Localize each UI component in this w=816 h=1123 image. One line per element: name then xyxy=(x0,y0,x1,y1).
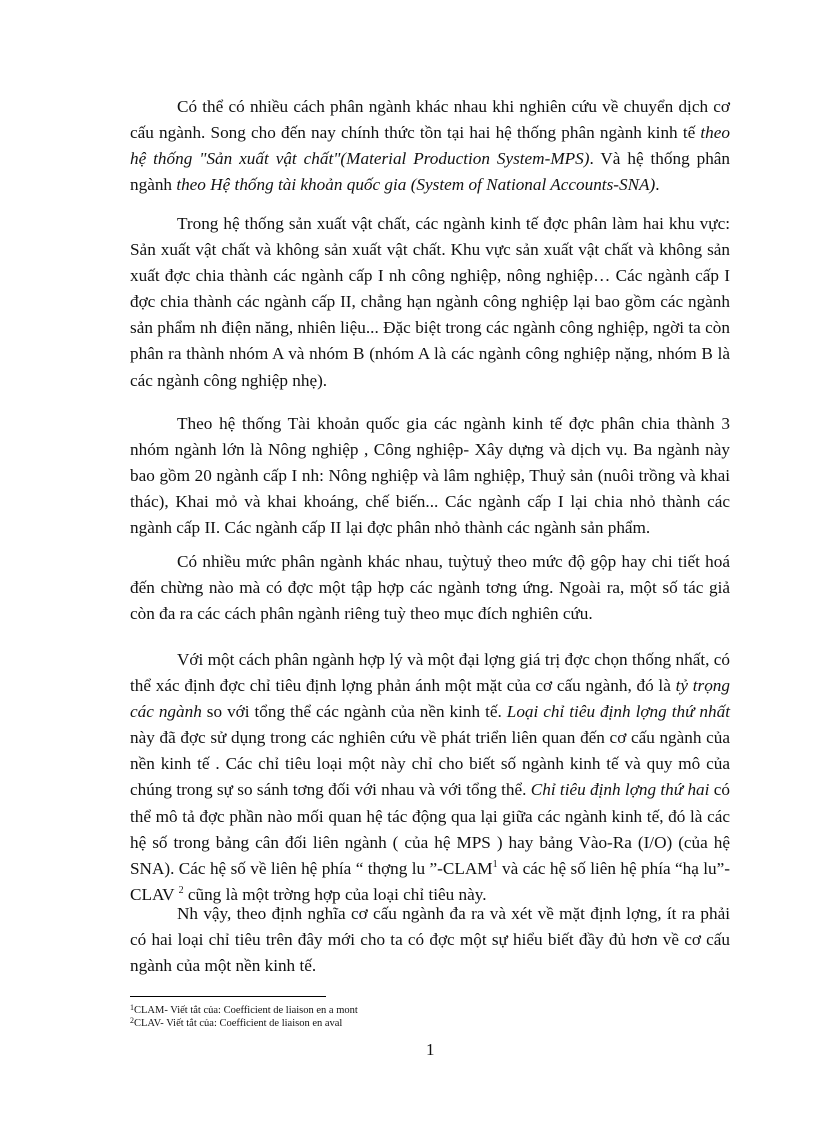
paragraph-5 xyxy=(130,647,730,908)
text-run: có thể mô tả đợc phần nào mối quan hệ tác động qua lại giữa các ngành kinh tế, đó là các hệ số trong bảng cân đối liên ngành ( của hệ MPS ) hay bảng Vào-Ra (I/O) (của hệ SNA). Các hệ số về liên hệ phía “ thợng lu ”-CLAM xyxy=(130,780,730,878)
footnote-1-number: 1 xyxy=(130,1003,134,1012)
text-run: và các hệ số liên hệ phía “hạ lu”-CLAV xyxy=(130,858,730,904)
footnote-2-text: CLAV- Viết tắt của: Coefficient de liaison en aval xyxy=(134,1018,343,1029)
footnote-ref: 1 xyxy=(492,858,498,870)
text-run: . xyxy=(655,175,660,195)
footnote-1-text: CLAM- Viết tắt của: Coefficient de liaison en a mont xyxy=(134,1005,358,1016)
text-run: Với một cách phân ngành hợp lý và một đại lợng giá trị đợc chọn thống nhất, có thể xác định đợc chỉ tiêu định lợng phản ánh một mặt của cơ cấu ngành, đó là xyxy=(130,650,730,696)
footnote-ref: 2 xyxy=(178,884,184,896)
paragraph-1 xyxy=(130,94,730,198)
text-run: Có nhiều mức phân ngành khác nhau, tuỳtuỷ theo mức độ gộp hay chi tiết hoá đến chừng nào mà có đợc một tập hợp các ngành tơng ứng. Ngoài ra, một số tác giả còn đa ra các cách phân ngành riêng tuỳ theo mục đích nghiên cứu. xyxy=(130,552,730,624)
text-run: Có thể có nhiều cách phân ngành khác nhau khi nghiên cứu về chuyển dịch cơ cấu ngành. Song cho đến nay chính thức tồn tại hai hệ thống phân ngành kinh tế xyxy=(130,97,730,143)
footnote-2 xyxy=(130,1018,730,1030)
footnote-1 xyxy=(130,1005,730,1017)
italic-text-run: theo Hệ thống tài khoản quốc gia (System of National Accounts-SNA) xyxy=(176,175,656,195)
text-run: này đã đợc sử dụng trong các nghiên cứu về phát triển liên quan đến cơ cấu ngành của nền kinh tế . Các chỉ tiêu loại một này chỉ cho biết số ngành kinh tế và quy mô của chúng trong sự so sánh tơng đối với nhau và với tổng thể. xyxy=(130,728,730,800)
footnote-separator xyxy=(130,996,326,997)
paragraph-2 xyxy=(130,211,730,394)
text-run: cũng là một trờng hợp của loại chỉ tiêu này. xyxy=(183,884,487,904)
text-run: Theo hệ thống Tài khoản quốc gia các ngành kinh tế đợc phân chia thành 3 nhóm ngành lớn là Nông nghiệp , Công nghiệp- Xây dựng và dịch vụ. Ba ngành này bao gồm 20 ngành cấp I nh: Nông nghiệp và lâm nghiệp, Thuỷ sản (nuôi trồng và khai thác), Khai mỏ và khai khoáng, chế biến... Các ngành cấp I lại chia nhỏ thành các ngành cấp II. Các ngành cấp II lại đợc phân nhỏ thành các ngành sản phẩm. xyxy=(130,414,730,538)
text-run: so với tổng thể các ngành của nền kinh tế. xyxy=(201,702,507,722)
paragraph-3 xyxy=(130,411,730,541)
text-run: Nh vậy, theo định nghĩa cơ cấu ngành đa ra và xét về mặt định lợng, ít ra phải có hai loại chỉ tiêu trên đây mới cho ta có đợc một sự hiểu biết đầy đủ hơn về cơ cấu ngành của một nền kinh tế. xyxy=(130,904,730,976)
text-run: Trong hệ thống sản xuất vật chất, các ngành kinh tế đợc phân làm hai khu vực: Sản xuất vật chất và không sản xuất vật chất. Khu vực sản xuất vật chất và không sản xuất đợc chia thành các ngành cấp I nh công nghiệp, nông nghiệp… Các ngành cấp I đợc chia thành các ngành cấp II, chẳng hạn ngành công nghiệp lại bao gồm các ngành sản phẩm nh điện năng, nhiên liệu... Đặc biệt trong các ngành công nghiệp, ngời ta còn phân ra thành nhóm A và nhóm B (nhóm A là các ngành công nghiệp nặng, nhóm B là các ngành công nghiệp nhẹ). xyxy=(130,214,730,390)
italic-text-run: Chỉ tiêu định lợng thứ hai xyxy=(530,780,710,800)
italic-text-run: tỷ trọng các ngành xyxy=(130,676,730,722)
paragraph-4 xyxy=(130,549,730,627)
italic-text-run: theo hệ thống "Sản xuất vật chất"(Material Production System-MPS) xyxy=(130,123,730,169)
paragraph-6 xyxy=(130,901,730,979)
page-number: 1 xyxy=(426,1040,435,1059)
italic-text-run: Loại chỉ tiêu định lợng thứ nhất xyxy=(506,702,730,722)
text-run: . Và hệ thống phân ngành xyxy=(130,149,731,195)
footnote-2-number: 2 xyxy=(130,1016,134,1025)
